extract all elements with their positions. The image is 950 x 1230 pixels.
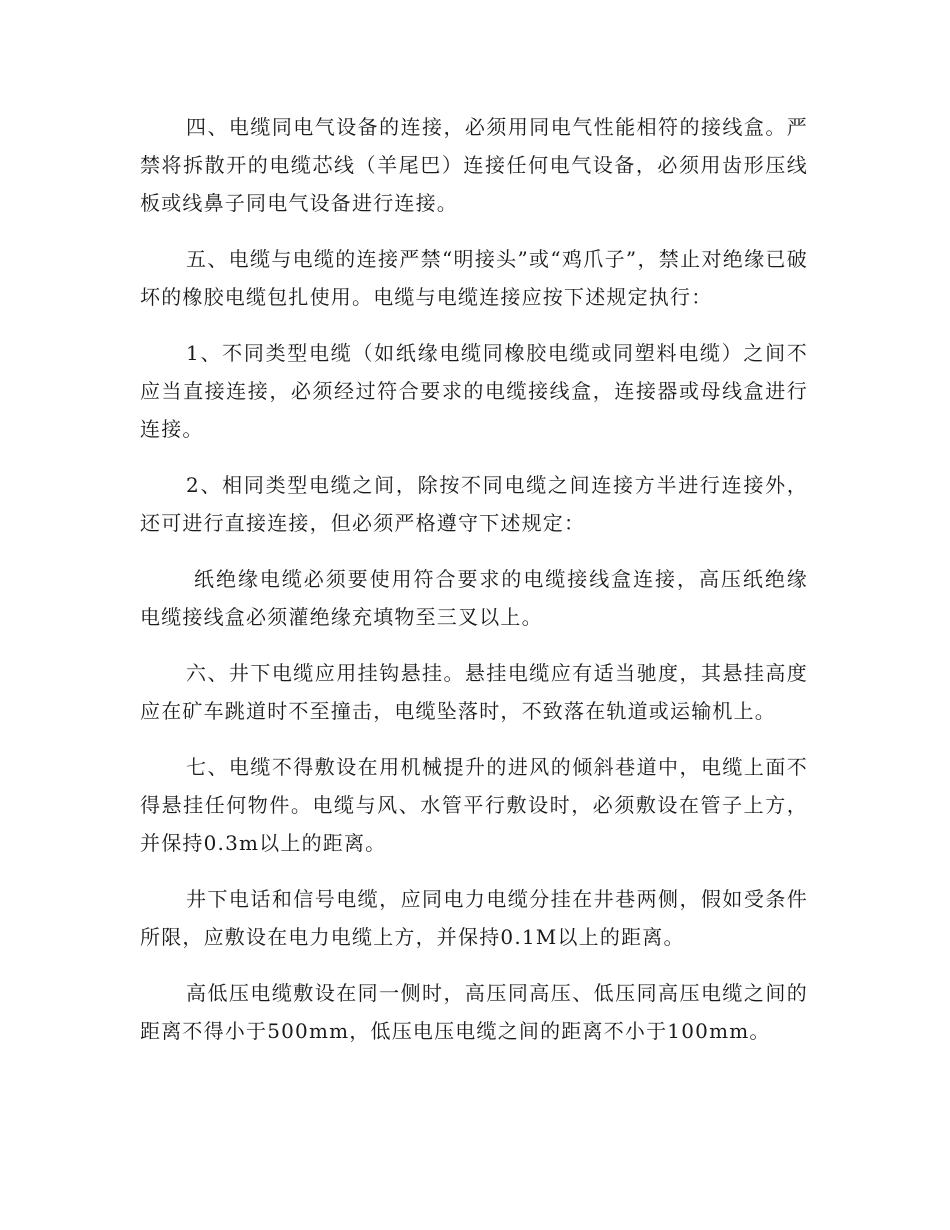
- paragraph-telephone-signal-cable: 井下电话和信号电缆，应同电力电缆分挂在井巷两侧，假如受条件所限，应敷设在电力电缆上方，并保持0.1M以上的距离。: [140, 887, 808, 949]
- paragraph-cable-hanging: 六、井下电缆应用挂钩悬挂。悬挂电缆应有适当驰度，其悬挂高度应在矿车跳道时不至撞击，电缆坠落时，不致落在轨道或运输机上。: [140, 661, 808, 723]
- paragraph-high-low-voltage-spacing: 高低压电缆敷设在同一侧时，高压同高压、低压同高压电缆之间的距离不得小于500mm，低压电压电缆之间的距离不小于100mm。: [140, 981, 808, 1043]
- paragraph-inclined-roadway: 七、电缆不得敷设在用机械提升的进风的倾斜巷道中，电缆上面不得悬挂任何物件。电缆与风、水管平行敷设时，必须敷设在管子上方，并保持0.3m以上的距离。: [140, 755, 808, 855]
- paragraph-paper-insulated-cable: 纸绝缘电缆必须要使用符合要求的电缆接线盒连接，高压纸绝缘电缆接线盒必须灌绝缘充填物至三叉以上。: [140, 567, 808, 629]
- paragraph-cable-to-cable-connection: 五、电缆与电缆的连接严禁“明接头”或“鸡爪子”，禁止对绝缘已破坏的橡胶电缆包扎使用。电缆与电缆连接应按下述规定执行：: [140, 247, 808, 309]
- paragraph-cable-equipment-connection: 四、电缆同电气设备的连接，必须用同电气性能相符的接线盒。严禁将拆散开的电缆芯线（羊尾巴）连接任何电气设备，必须用齿形压线板或线鼻子同电气设备进行连接。: [140, 115, 808, 215]
- paragraph-rule-2-same-types: 2、相同类型电缆之间，除按不同电缆之间连接方半进行连接外，还可进行直接连接，但必须严格遵守下述规定：: [140, 473, 808, 535]
- document-body: [140, 108, 808, 1068]
- paragraph-rule-1-different-types: 1、不同类型电缆（如纸缘电缆同橡胶电缆或同塑料电缆）之间不应当直接连接，必须经过符合要求的电缆接线盒，连接器或母线盒进行连接。: [140, 341, 808, 441]
